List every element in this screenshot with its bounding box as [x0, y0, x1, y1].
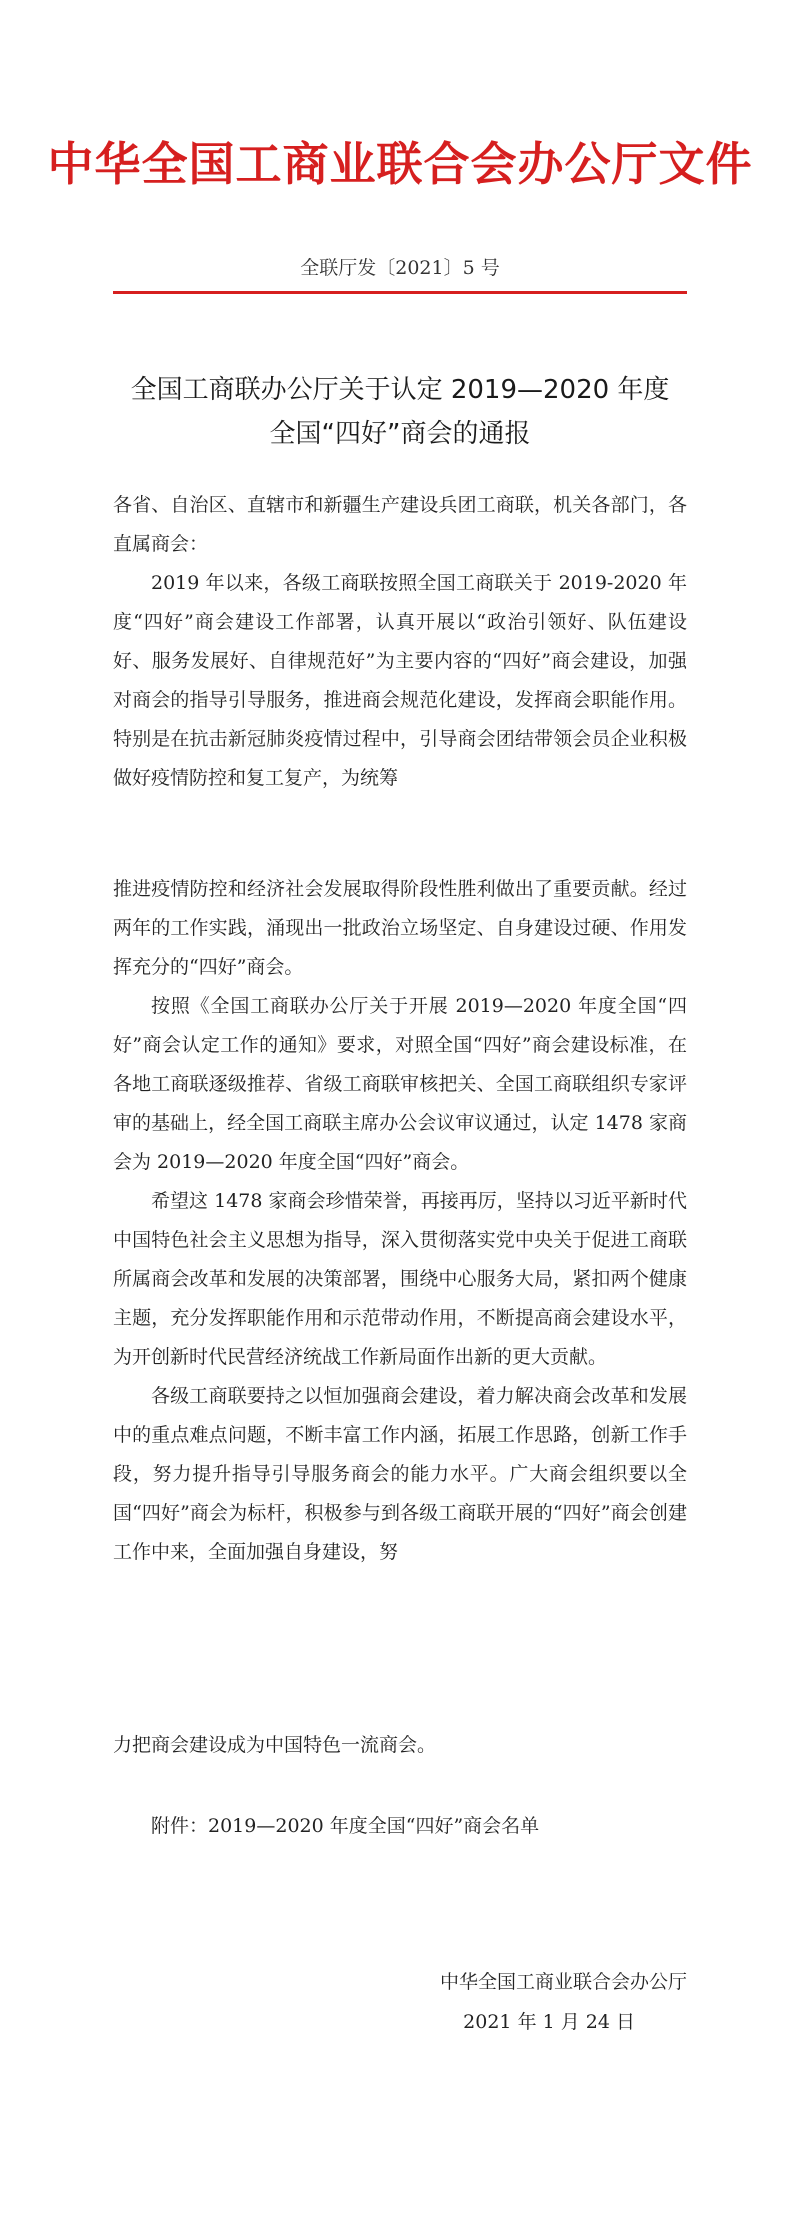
page-1-body [113, 486, 687, 798]
document-title [0, 368, 800, 456]
page-2-body [113, 870, 687, 1572]
signature-organization: 中华全国工商业联合会办公厅 [439, 1971, 687, 1993]
attachment-line: 附件：2019—2020 年度全国“四好”商会名单 [151, 1815, 540, 1837]
paragraph-4: 各级工商联要持之以恒加强商会建设，着力解决商会改革和发展中的重点难点问题，不断丰富工作内涵，拓展工作思路，创新工作手段，努力提升指导引导服务商会的能力水平。广大商会组织要以全国“四好”商会为标杆，积极参与到各级工商联开展的“四好”商会创建工作中来，全面加强自身建设，努 [113, 1385, 687, 1563]
page-3-body [113, 1726, 687, 1846]
paragraph-1: 2019 年以来，各级工商联按照全国工商联关于 2019-2020 年度“四好”商会建设工作部署，认真开展以“政治引领好、队伍建设好、服务发展好、自律规范好”为主要内容的“四好”商会建设，加强对商会的指导引导服务，推进商会规范化建设，发挥商会职能作用。特别是在抗击新冠肺炎疫情过程中，引导商会团结带领会员企业积极做好疫情防控和复工复产，为统筹 [113, 572, 687, 789]
signature-block [440, 1962, 687, 2042]
paragraph-3: 希望这 1478 家商会珍惜荣誉，再接再厉，坚持以习近平新时代中国特色社会主义思想为指导，深入贯彻落实党中央关于促进工商联所属商会改革和发展的决策部署，围绕中心服务大局，紧扣两个健康主题，充分发挥职能作用和示范带动作用，不断提高商会建设水平，为开创新时代民营经济统战工作新局面作出新的更大贡献。 [113, 1190, 687, 1368]
recipients-line: 各省、自治区、直辖市和新疆生产建设兵团工商联，机关各部门，各直属商会： [113, 494, 687, 555]
paragraph-4-continued: 力把商会建设成为中国特色一流商会。 [113, 1734, 437, 1756]
document-issuer-header: 中华全国工商业联合会办公厅文件 [47, 137, 753, 191]
title-line-1: 全国工商联办公厅关于认定 2019—2020 年度 [130, 375, 670, 405]
title-line-2: 全国“四好”商会的通报 [269, 419, 531, 449]
signature-date: 2021 年 1 月 24 日 [463, 2011, 635, 2033]
paragraph-1-continued: 推进疫情防控和经济社会发展取得阶段性胜利做出了重要贡献。经过两年的工作实践，涌现出一批政治立场坚定、自身建设过硬、作用发挥充分的“四好”商会。 [113, 878, 687, 978]
document-number: 全联厅发〔2021〕5 号 [300, 257, 500, 279]
red-divider-line [113, 291, 687, 294]
paragraph-2: 按照《全国工商联办公厅关于开展 2019—2020 年度全国“四好”商会认定工作的通知》要求，对照全国“四好”商会建设标准，在各地工商联逐级推荐、省级工商联审核把关、全国工商联组织专家评审的基础上，经全国工商联主席办公会议审议通过，认定 1478 家商会为 2019—2020 年度全国“四好”商会。 [113, 995, 687, 1173]
